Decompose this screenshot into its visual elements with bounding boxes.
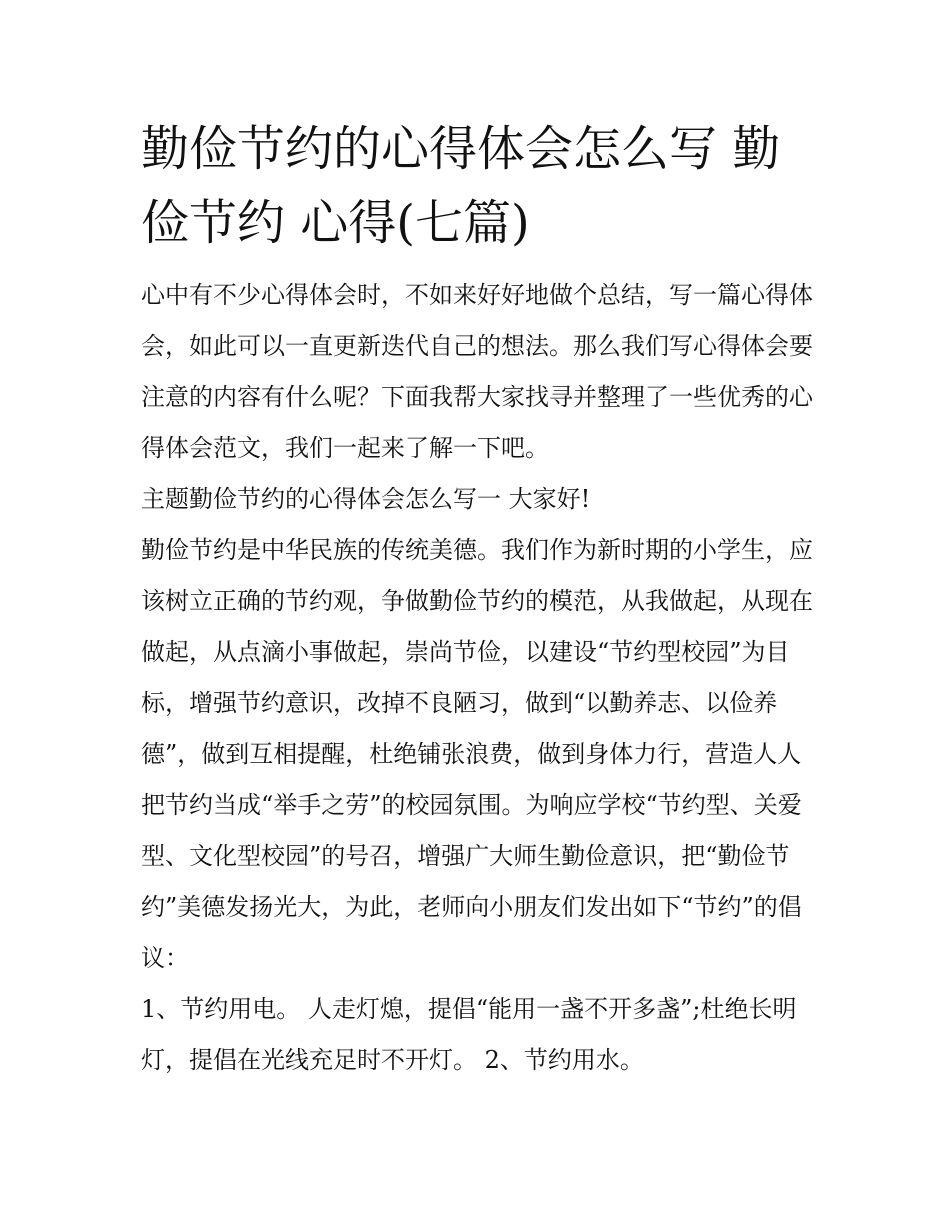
document-content: [141, 112, 813, 1086]
main-paragraph: 勤俭节约是中华民族的传统美德。我们作为新时期的小学生，应该树立正确的节约观，争做勤俭节约的模范，从我做起，从现在做起，从点滴小事做起，崇尚节俭，以建设“节约型校园”为目标，增强节约意识，改掉不良陋习，做到“以勤养志、以俭养德”，做到互相提醒，杜绝铺张浪费，做到身体力行，营造人人把节约当成“举手之劳”的校园氛围。为响应学校“节约型、关爱型、文化型校园”的号召，增强广大师生勤俭意识，把“勤俭节约”美德发扬光大，为此，老师向小朋友们发出如下“节约”的倡议：: [141, 536, 813, 972]
document-body: [141, 270, 813, 1086]
section-heading-paragraph: 主题勤俭节约的心得体会怎么写一 大家好!: [141, 485, 591, 513]
document-title: 勤俭节约的心得体会怎么写 勤俭节约 心得(七篇): [141, 121, 781, 251]
list-paragraph: 1、节约用电。 人走灯熄，提倡“能用一盏不开多盏”;杜绝长明灯，提倡在光线充足时不开灯。 2、节约用水。: [141, 995, 797, 1074]
intro-paragraph: 心中有不少心得体会时，不如来好好地做个总结，写一篇心得体会，如此可以一直更新迭代自己的想法。那么我们写心得体会要注意的内容有什么呢？下面我帮大家找寻并整理了一些优秀的心得体会范文，我们一起来了解一下吧。: [141, 281, 813, 462]
